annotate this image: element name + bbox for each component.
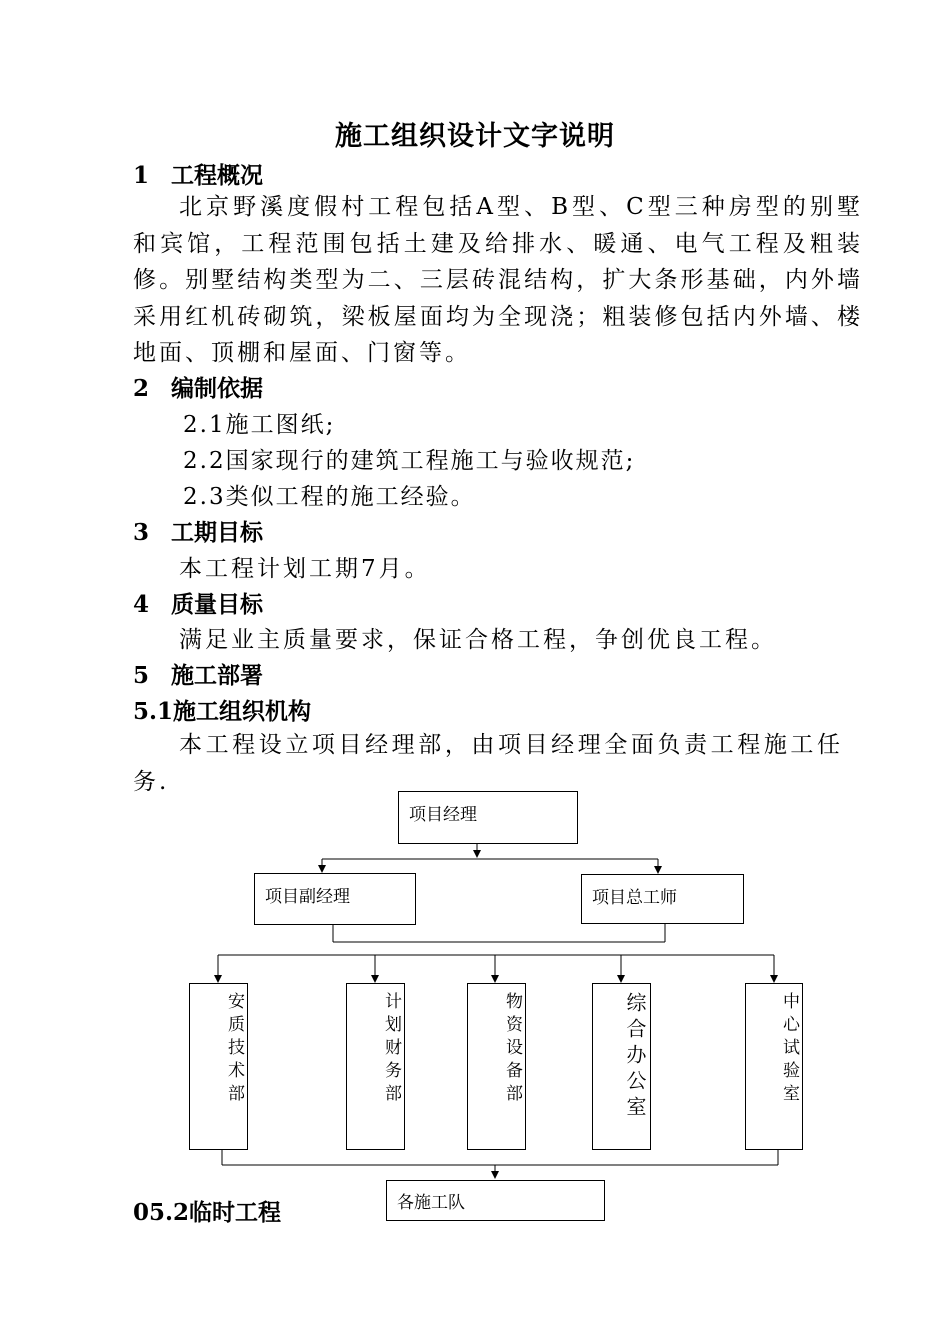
org-label-construction-teams: 各施工队	[397, 1193, 465, 1213]
section-3-number: 3	[133, 519, 150, 546]
section-4-title: 质量目标	[171, 591, 263, 618]
org-label-dept-central-lab: 中心试验室	[779, 992, 799, 1107]
section-1-number: 1	[133, 162, 150, 189]
org-box-dept-planning-finance	[346, 983, 405, 1150]
section-5-2-heading: 05.2临时工程	[133, 1199, 282, 1226]
org-label-dept-materials-equipment: 物资设备部	[502, 992, 522, 1107]
section-2-number: 2	[133, 375, 150, 402]
section-5-1-body: 本工程设立项目经理部，由项目经理全面负责工程施工任务.	[133, 732, 843, 795]
org-box-dept-general-office	[592, 983, 651, 1150]
section-2-title: 编制依据	[171, 375, 263, 402]
document-title: 施工组织设计文字说明	[335, 121, 615, 152]
org-box-construction-teams	[386, 1180, 605, 1221]
section-5-number: 5	[133, 662, 150, 689]
org-label-dept-safety-quality: 安质技术部	[224, 992, 244, 1107]
section-3-title: 工期目标	[171, 519, 263, 546]
org-label-chief-engineer: 项目总工师	[592, 888, 677, 908]
org-box-dept-safety-quality	[189, 983, 248, 1150]
org-box-chief-engineer	[581, 874, 744, 924]
section-3-body: 本工程计划工期7月。	[179, 556, 431, 582]
section-4-number: 4	[133, 591, 150, 618]
org-box-project-manager	[398, 791, 578, 844]
org-box-deputy-manager	[254, 873, 416, 925]
org-label-dept-planning-finance: 计划财务部	[381, 992, 401, 1107]
section-2-item: 2.2国家现行的建筑工程施工与验收规范;	[183, 448, 636, 474]
org-box-dept-materials-equipment	[467, 983, 526, 1150]
section-5-title: 施工部署	[171, 662, 263, 689]
org-label-dept-general-office: 综合办公室	[623, 992, 647, 1122]
section-1-body: 北京野溪度假村工程包括A型、B型、C型三种房型的别墅和宾馆，工程范围包括土建及给排水、暖通、电气工程及粗装修。别墅结构类型为二、三层砖混结构，扩大条形基础，内外墙采用红机砖砌筑，梁板屋面均为全现浇；粗装修包括内外墙、楼地面、顶棚和屋面、门窗等。	[133, 194, 863, 366]
section-2-item: 2.1施工图纸;	[183, 412, 336, 438]
org-box-dept-central-lab	[745, 983, 803, 1150]
org-label-project-manager: 项目经理	[409, 805, 477, 825]
section-5-1-heading: 5.1施工组织机构	[133, 698, 312, 725]
section-1-title: 工程概况	[171, 162, 263, 189]
section-2-item: 2.3类似工程的施工经验。	[183, 484, 476, 510]
section-4-body: 满足业主质量要求，保证合格工程，争创优良工程。	[179, 627, 777, 653]
org-label-deputy-manager: 项目副经理	[265, 887, 350, 907]
